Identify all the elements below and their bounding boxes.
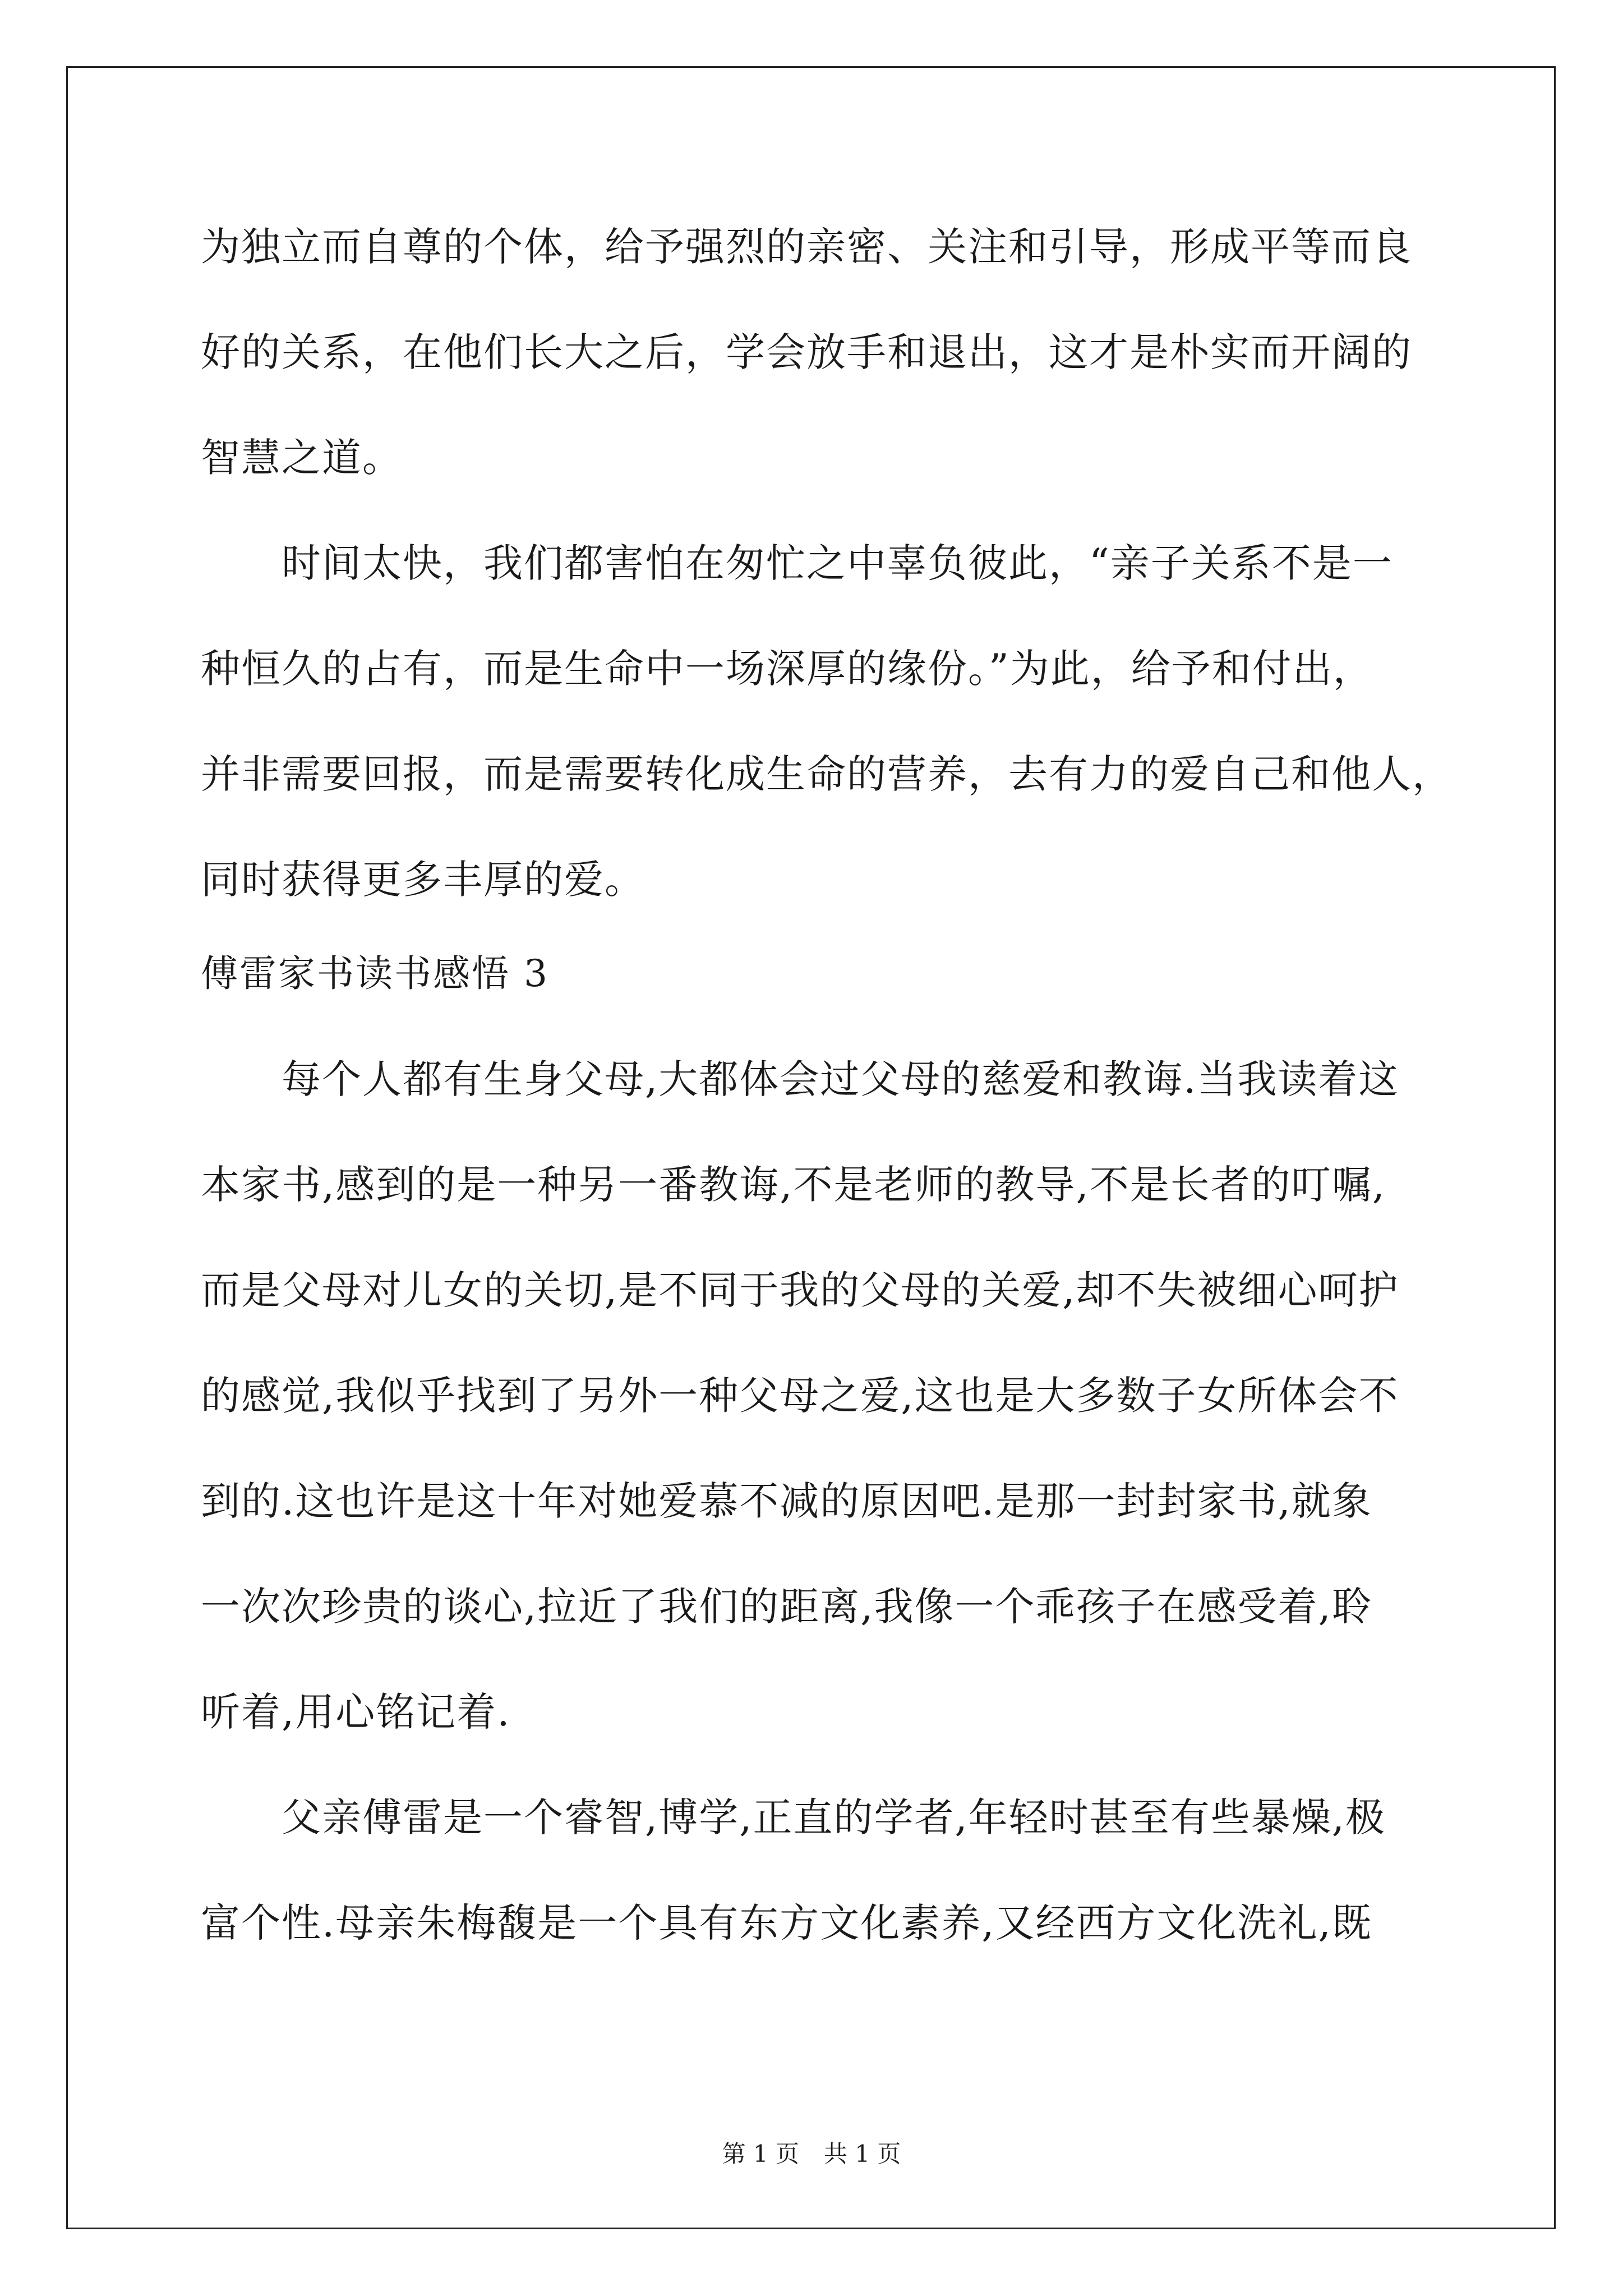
text-line: 一次次珍贵的谈心,拉近了我们的距离,我像一个乖孩子在感受着,聆: [201, 1584, 1372, 1630]
text-line: 的感觉,我似乎找到了另外一种父母之爱,这也是大多数子女所体会不: [201, 1373, 1399, 1419]
text-line: 到的.这也许是这十年对她爱慕不减的原因吧.是那一封封家书,就象: [201, 1478, 1372, 1524]
text-line: 种恒久的占有，而是生命中一场深厚的缘份。”为此，给予和付出，: [201, 646, 1373, 692]
text-line: 富个性.母亲朱梅馥是一个具有东方文化素养,又经西方文化洗礼,既: [201, 1900, 1372, 1946]
text-line: 父亲傅雷是一个睿智,博学,正直的学者,年轻时甚至有些暴燥,极: [201, 1795, 1386, 1841]
text-line: 听着,用心铭记着.: [201, 1689, 511, 1735]
page-number: 第 1 页: [722, 2140, 799, 2168]
text-line: 并非需要回报，而是需要转化成生命的营养，去有力的爱自己和他人，: [201, 751, 1453, 797]
text-line: 同时获得更多丰厚的爱。: [201, 857, 645, 903]
text-line: 而是父母对儿女的关切,是不同于我的父母的关爱,却不失被细心呵护: [201, 1267, 1399, 1313]
text-line: 为独立而自尊的个体，给予强烈的亲密、关注和引导，形成平等而良: [201, 224, 1412, 270]
text-line: 本家书,感到的是一种另一番教诲,不是老师的教导,不是长者的叮嘱,: [201, 1162, 1386, 1208]
text-line: 每个人都有生身父母,大都体会过父母的慈爱和教诲.当我读着这: [201, 1056, 1399, 1102]
text-line: 智慧之道。: [201, 435, 403, 481]
page-total: 共 1 页: [824, 2140, 901, 2168]
text-line: 时间太快，我们都害怕在匆忙之中辜负彼此，“亲子关系不是一: [201, 540, 1393, 586]
section-heading: 傅雷家书读书感悟 3: [201, 952, 549, 995]
text-line: 好的关系，在他们长大之后，学会放手和退出，这才是朴实而开阔的: [201, 329, 1412, 375]
page-footer: [0, 2137, 1623, 2171]
